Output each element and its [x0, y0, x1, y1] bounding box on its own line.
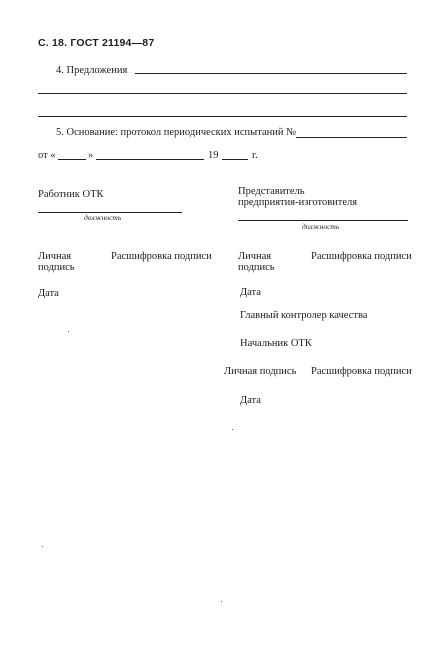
- proposals-line-2: [38, 93, 407, 94]
- right-decoding-label: Расшифровка подписи: [311, 251, 412, 262]
- date-quote-close: »: [88, 150, 94, 161]
- manufacturer-position-line: [238, 220, 408, 221]
- year-line: [222, 159, 248, 160]
- basis-label: 5. Основание: протокол периодических испытаний №: [56, 127, 297, 138]
- day-line: [58, 159, 86, 160]
- proposals-label: 4. Предложения: [56, 65, 128, 76]
- left-signature-label-2: подпись: [38, 262, 75, 273]
- date-prefix: от «: [38, 150, 56, 161]
- scan-speck: [68, 331, 69, 332]
- scan-speck: [221, 601, 222, 602]
- proposals-line-3: [38, 116, 407, 117]
- chief-controller-label: Главный контролер качества: [240, 310, 368, 321]
- year-suffix: г.: [252, 150, 258, 161]
- manufacturer-title-2: предприятия-изготовителя: [238, 197, 358, 208]
- otk-head-signature-label: Личная подпись: [224, 366, 297, 377]
- otk-head-label: Начальник ОТК: [240, 338, 312, 349]
- month-line: [96, 159, 204, 160]
- scan-speck: [232, 429, 233, 430]
- otk-head-decoding-label: Расшифровка подписи: [311, 366, 412, 377]
- right-signature-label-1: Личная: [238, 251, 272, 262]
- protocol-number-line: [296, 137, 407, 138]
- manufacturer-position-caption: должность: [302, 222, 340, 231]
- left-date-label: Дата: [38, 288, 59, 299]
- scan-speck: [42, 546, 43, 547]
- right-signature-label-2: подпись: [238, 262, 275, 273]
- manufacturer-title-1: Представитель: [238, 186, 305, 197]
- left-decoding-label: Расшифровка подписи: [111, 251, 212, 262]
- proposals-line-1: [135, 73, 407, 74]
- right-date-label: Дата: [240, 287, 261, 298]
- otk-head-date-label: Дата: [240, 395, 261, 406]
- otk-worker-position-caption: должность: [84, 213, 122, 222]
- otk-worker-title: Работник ОТК: [38, 189, 104, 200]
- year-prefix: 19: [208, 150, 219, 161]
- page-header: С. 18. ГОСТ 21194—87: [38, 37, 155, 49]
- left-signature-label-1: Личная: [38, 251, 72, 262]
